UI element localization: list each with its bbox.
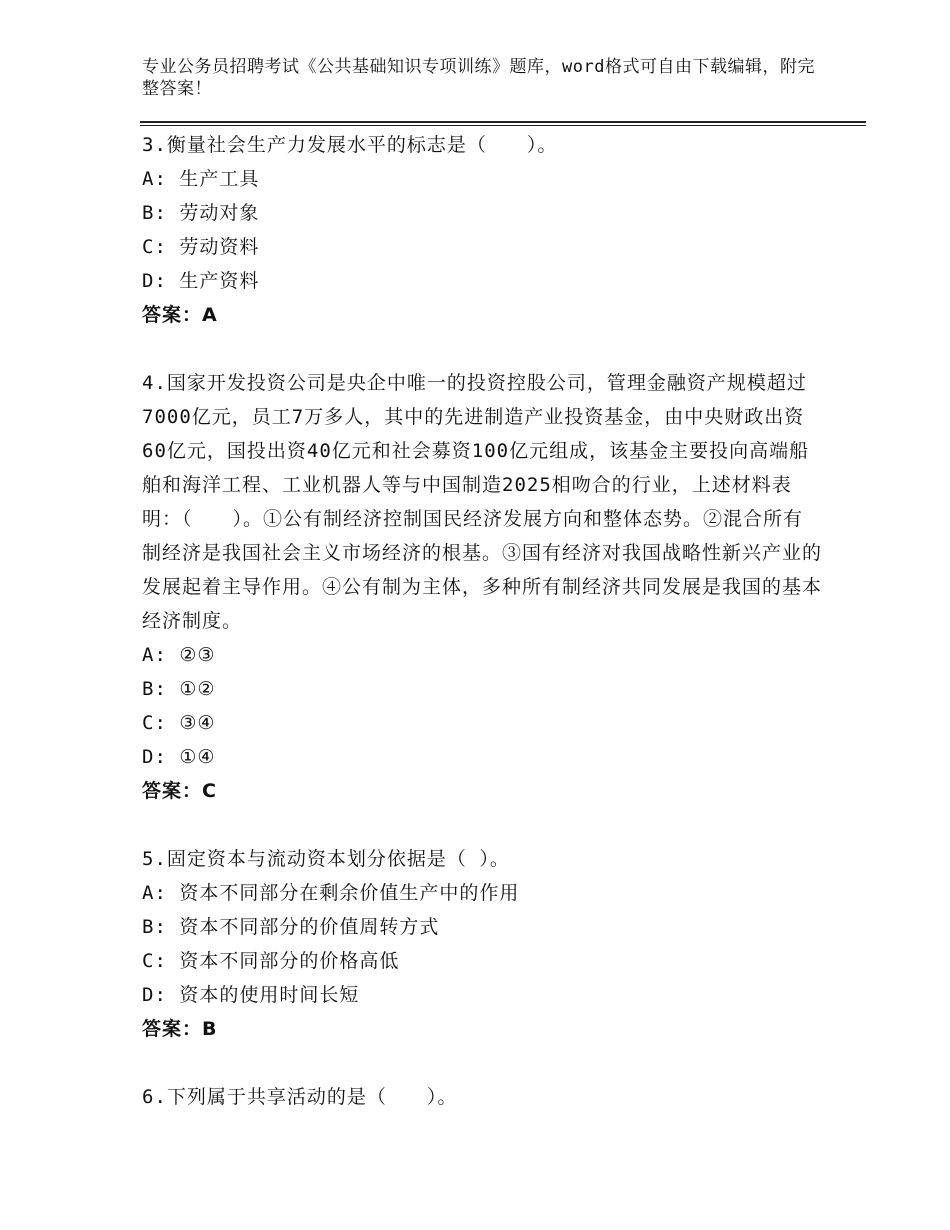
question-5 bbox=[142, 842, 822, 1046]
spacer bbox=[142, 1046, 822, 1080]
option-a: A: ②③ bbox=[142, 644, 216, 666]
option-b: B: 资本不同部分的价值周转方式 bbox=[142, 916, 440, 938]
question-6 bbox=[142, 1080, 822, 1114]
answer: 答案：B bbox=[142, 1018, 218, 1040]
header-rule-thick bbox=[140, 121, 866, 123]
option-a: A: 生产工具 bbox=[142, 168, 260, 190]
answer: 答案：C bbox=[142, 780, 217, 802]
header-note: 专业公务员招聘考试《公共基础知识专项训练》题库，word格式可自由下载编辑，附完整答案！ bbox=[142, 57, 815, 99]
option-d: D: 生产资料 bbox=[142, 270, 260, 292]
question-stem: 3.衡量社会生产力发展水平的标志是（ ）。 bbox=[142, 134, 558, 156]
option-b: B: ①② bbox=[142, 678, 216, 700]
option-c: C: ③④ bbox=[142, 712, 216, 734]
question-stem: 6.下列属于共享活动的是（ ）。 bbox=[142, 1086, 458, 1108]
question-4 bbox=[142, 366, 822, 808]
option-b: B: 劳动对象 bbox=[142, 202, 260, 224]
option-c: C: 资本不同部分的价格高低 bbox=[142, 950, 400, 972]
option-d: D: ①④ bbox=[142, 746, 216, 768]
option-c: C: 劳动资料 bbox=[142, 236, 260, 258]
question-stem: 4.国家开发投资公司是央企中唯一的投资控股公司，管理金融资产规模超过7000亿元，员工7万多人，其中的先进制造产业投资基金，由中央财政出资60亿元，国投出资40亿元和社会募资100亿元组成，该基金主要投向高端船舶和海洋工程、工业机器人等与中国制造2025相吻合的行业，上述材料表明：（ ）。①公有制经济控制国民经济发展方向和整体态势。②混合所有制经济是我国社会主义市场经济的根基。③国有经济对我国战略性新兴产业的发展起着主导作用。④公有制为主体，多种所有制经济共同发展是我国的基本经济制度。 bbox=[142, 372, 823, 632]
question-3 bbox=[142, 128, 822, 332]
question-stem: 5.固定资本与流动资本划分依据是（ ）。 bbox=[142, 848, 510, 870]
header-rule-thin bbox=[140, 125, 866, 126]
spacer bbox=[142, 808, 822, 842]
answer: 答案：A bbox=[142, 304, 218, 326]
question-list bbox=[142, 128, 822, 1114]
option-d: D: 资本的使用时间长短 bbox=[142, 984, 360, 1006]
option-a: A: 资本不同部分在剩余价值生产中的作用 bbox=[142, 882, 520, 904]
spacer bbox=[142, 332, 822, 366]
